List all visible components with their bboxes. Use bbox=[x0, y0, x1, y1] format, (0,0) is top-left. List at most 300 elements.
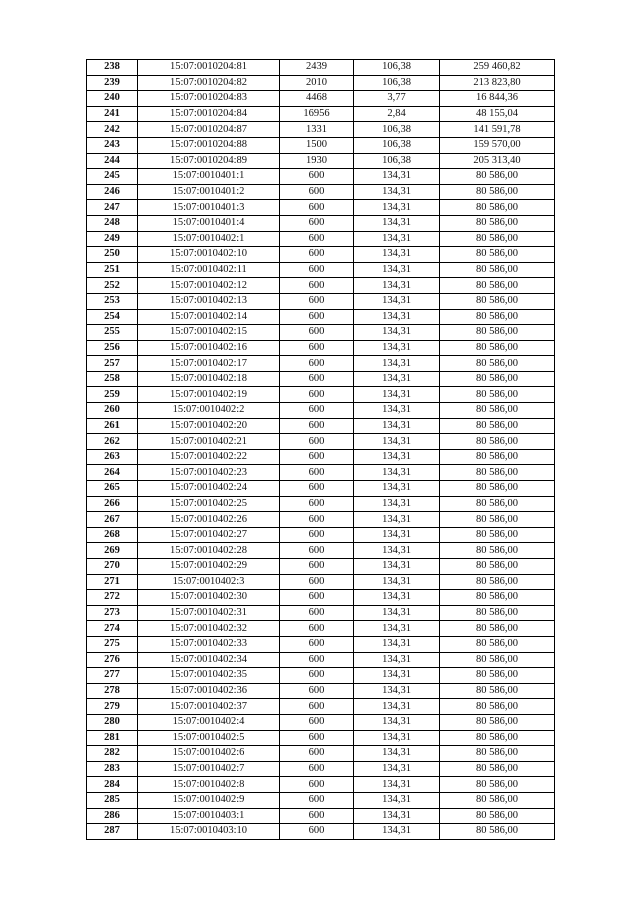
cadastral-number-cell: 15:07:0010402:31 bbox=[138, 605, 280, 621]
rate-cell: 134,31 bbox=[354, 465, 440, 481]
table-row bbox=[87, 371, 555, 387]
table-row bbox=[87, 356, 555, 372]
table-row bbox=[87, 418, 555, 434]
area-cell: 2010 bbox=[280, 75, 354, 91]
area-cell: 600 bbox=[280, 714, 354, 730]
row-number-cell: 279 bbox=[87, 699, 138, 715]
amount-cell: 80 586,00 bbox=[440, 231, 555, 247]
table-row bbox=[87, 200, 555, 216]
cadastral-number-cell: 15:07:0010402:2 bbox=[138, 403, 280, 419]
table-row bbox=[87, 247, 555, 263]
cadastral-number-cell: 15:07:0010402:30 bbox=[138, 590, 280, 606]
rate-cell: 134,31 bbox=[354, 247, 440, 263]
table-row bbox=[87, 465, 555, 481]
area-cell: 600 bbox=[280, 231, 354, 247]
rate-cell: 106,38 bbox=[354, 137, 440, 153]
amount-cell: 80 586,00 bbox=[440, 309, 555, 325]
rate-cell: 134,31 bbox=[354, 652, 440, 668]
area-cell: 600 bbox=[280, 808, 354, 824]
row-number-cell: 269 bbox=[87, 543, 138, 559]
area-cell: 1930 bbox=[280, 153, 354, 169]
row-number-cell: 273 bbox=[87, 605, 138, 621]
row-number-cell: 258 bbox=[87, 371, 138, 387]
amount-cell: 48 155,04 bbox=[440, 106, 555, 122]
cadastral-number-cell: 15:07:0010402:25 bbox=[138, 496, 280, 512]
cadastral-number-cell: 15:07:0010402:17 bbox=[138, 356, 280, 372]
cadastral-number-cell: 15:07:0010402:34 bbox=[138, 652, 280, 668]
area-cell: 600 bbox=[280, 792, 354, 808]
row-number-cell: 243 bbox=[87, 137, 138, 153]
table-row bbox=[87, 91, 555, 107]
rate-cell: 134,31 bbox=[354, 184, 440, 200]
cadastral-number-cell: 15:07:0010402:16 bbox=[138, 340, 280, 356]
area-cell: 600 bbox=[280, 824, 354, 840]
row-number-cell: 285 bbox=[87, 792, 138, 808]
table-row bbox=[87, 106, 555, 122]
table-row bbox=[87, 605, 555, 621]
table-row bbox=[87, 590, 555, 606]
rate-cell: 134,31 bbox=[354, 761, 440, 777]
rate-cell: 134,31 bbox=[354, 356, 440, 372]
area-cell: 600 bbox=[280, 746, 354, 762]
row-number-cell: 261 bbox=[87, 418, 138, 434]
amount-cell: 80 586,00 bbox=[440, 636, 555, 652]
amount-cell: 80 586,00 bbox=[440, 512, 555, 528]
rate-cell: 134,31 bbox=[354, 746, 440, 762]
rate-cell: 2,84 bbox=[354, 106, 440, 122]
area-cell: 600 bbox=[280, 200, 354, 216]
rate-cell: 134,31 bbox=[354, 371, 440, 387]
table-row bbox=[87, 137, 555, 153]
area-cell: 600 bbox=[280, 465, 354, 481]
area-cell: 600 bbox=[280, 434, 354, 450]
row-number-cell: 249 bbox=[87, 231, 138, 247]
table-row bbox=[87, 621, 555, 637]
cadastral-number-cell: 15:07:0010403:1 bbox=[138, 808, 280, 824]
cadastral-number-cell: 15:07:0010401:3 bbox=[138, 200, 280, 216]
cadastral-number-cell: 15:07:0010401:4 bbox=[138, 215, 280, 231]
amount-cell: 80 586,00 bbox=[440, 777, 555, 793]
table-row bbox=[87, 652, 555, 668]
amount-cell: 80 586,00 bbox=[440, 247, 555, 263]
area-cell: 600 bbox=[280, 621, 354, 637]
table-row bbox=[87, 636, 555, 652]
row-number-cell: 286 bbox=[87, 808, 138, 824]
row-number-cell: 255 bbox=[87, 325, 138, 341]
row-number-cell: 270 bbox=[87, 559, 138, 575]
table-row bbox=[87, 169, 555, 185]
row-number-cell: 281 bbox=[87, 730, 138, 746]
amount-cell: 80 586,00 bbox=[440, 808, 555, 824]
area-cell: 600 bbox=[280, 215, 354, 231]
rate-cell: 134,31 bbox=[354, 699, 440, 715]
amount-cell: 159 570,00 bbox=[440, 137, 555, 153]
row-number-cell: 244 bbox=[87, 153, 138, 169]
area-cell: 600 bbox=[280, 668, 354, 684]
table-row bbox=[87, 668, 555, 684]
area-cell: 600 bbox=[280, 371, 354, 387]
row-number-cell: 264 bbox=[87, 465, 138, 481]
area-cell: 600 bbox=[280, 574, 354, 590]
cadastral-number-cell: 15:07:0010402:20 bbox=[138, 418, 280, 434]
table-row bbox=[87, 75, 555, 91]
rate-cell: 134,31 bbox=[354, 325, 440, 341]
rate-cell: 134,31 bbox=[354, 714, 440, 730]
area-cell: 1331 bbox=[280, 122, 354, 138]
cadastral-number-cell: 15:07:0010402:4 bbox=[138, 714, 280, 730]
amount-cell: 80 586,00 bbox=[440, 590, 555, 606]
table-row bbox=[87, 449, 555, 465]
amount-cell: 213 823,80 bbox=[440, 75, 555, 91]
area-cell: 600 bbox=[280, 652, 354, 668]
amount-cell: 80 586,00 bbox=[440, 200, 555, 216]
cadastral-number-cell: 15:07:0010204:82 bbox=[138, 75, 280, 91]
row-number-cell: 271 bbox=[87, 574, 138, 590]
table-row bbox=[87, 496, 555, 512]
row-number-cell: 262 bbox=[87, 434, 138, 450]
rate-cell: 134,31 bbox=[354, 309, 440, 325]
amount-cell: 80 586,00 bbox=[440, 730, 555, 746]
table-row bbox=[87, 262, 555, 278]
rate-cell: 134,31 bbox=[354, 200, 440, 216]
rate-cell: 134,31 bbox=[354, 512, 440, 528]
amount-cell: 80 586,00 bbox=[440, 761, 555, 777]
area-cell: 600 bbox=[280, 683, 354, 699]
area-cell: 4468 bbox=[280, 91, 354, 107]
amount-cell: 80 586,00 bbox=[440, 262, 555, 278]
rate-cell: 134,31 bbox=[354, 808, 440, 824]
amount-cell: 80 586,00 bbox=[440, 293, 555, 309]
amount-cell: 80 586,00 bbox=[440, 605, 555, 621]
cadastral-number-cell: 15:07:0010402:13 bbox=[138, 293, 280, 309]
row-number-cell: 250 bbox=[87, 247, 138, 263]
amount-cell: 80 586,00 bbox=[440, 278, 555, 294]
amount-cell: 80 586,00 bbox=[440, 215, 555, 231]
cadastral-number-cell: 15:07:0010402:36 bbox=[138, 683, 280, 699]
row-number-cell: 276 bbox=[87, 652, 138, 668]
rate-cell: 134,31 bbox=[354, 668, 440, 684]
rate-cell: 134,31 bbox=[354, 605, 440, 621]
row-number-cell: 247 bbox=[87, 200, 138, 216]
cadastral-number-cell: 15:07:0010204:83 bbox=[138, 91, 280, 107]
rate-cell: 134,31 bbox=[354, 496, 440, 512]
row-number-cell: 284 bbox=[87, 777, 138, 793]
table-row bbox=[87, 527, 555, 543]
amount-cell: 80 586,00 bbox=[440, 559, 555, 575]
table-row bbox=[87, 683, 555, 699]
area-cell: 600 bbox=[280, 403, 354, 419]
area-cell: 600 bbox=[280, 481, 354, 497]
rate-cell: 134,31 bbox=[354, 527, 440, 543]
rate-cell: 134,31 bbox=[354, 215, 440, 231]
table-row bbox=[87, 403, 555, 419]
row-number-cell: 280 bbox=[87, 714, 138, 730]
cadastral-number-cell: 15:07:0010402:23 bbox=[138, 465, 280, 481]
row-number-cell: 268 bbox=[87, 527, 138, 543]
amount-cell: 80 586,00 bbox=[440, 449, 555, 465]
rate-cell: 134,31 bbox=[354, 792, 440, 808]
rate-cell: 134,31 bbox=[354, 387, 440, 403]
rate-cell: 134,31 bbox=[354, 636, 440, 652]
amount-cell: 80 586,00 bbox=[440, 714, 555, 730]
amount-cell: 259 460,82 bbox=[440, 60, 555, 76]
row-number-cell: 252 bbox=[87, 278, 138, 294]
table-row bbox=[87, 714, 555, 730]
area-cell: 16956 bbox=[280, 106, 354, 122]
cadastral-number-cell: 15:07:0010402:27 bbox=[138, 527, 280, 543]
table-row bbox=[87, 293, 555, 309]
amount-cell: 16 844,36 bbox=[440, 91, 555, 107]
rate-cell: 134,31 bbox=[354, 574, 440, 590]
area-cell: 600 bbox=[280, 247, 354, 263]
cadastral-number-cell: 15:07:0010402:8 bbox=[138, 777, 280, 793]
cadastral-number-cell: 15:07:0010402:18 bbox=[138, 371, 280, 387]
rate-cell: 134,31 bbox=[354, 559, 440, 575]
rate-cell: 134,31 bbox=[354, 621, 440, 637]
row-number-cell: 242 bbox=[87, 122, 138, 138]
table-row bbox=[87, 761, 555, 777]
area-cell: 600 bbox=[280, 699, 354, 715]
table-row bbox=[87, 792, 555, 808]
table-row bbox=[87, 278, 555, 294]
table-row bbox=[87, 559, 555, 575]
area-cell: 600 bbox=[280, 325, 354, 341]
cadastral-number-cell: 15:07:0010401:2 bbox=[138, 184, 280, 200]
amount-cell: 80 586,00 bbox=[440, 434, 555, 450]
area-cell: 600 bbox=[280, 184, 354, 200]
amount-cell: 80 586,00 bbox=[440, 746, 555, 762]
rate-cell: 134,31 bbox=[354, 231, 440, 247]
amount-cell: 80 586,00 bbox=[440, 527, 555, 543]
amount-cell: 80 586,00 bbox=[440, 792, 555, 808]
row-number-cell: 282 bbox=[87, 746, 138, 762]
area-cell: 600 bbox=[280, 340, 354, 356]
table-row bbox=[87, 746, 555, 762]
rate-cell: 134,31 bbox=[354, 824, 440, 840]
table-row bbox=[87, 574, 555, 590]
parcel-table bbox=[86, 59, 555, 840]
table-row bbox=[87, 340, 555, 356]
row-number-cell: 274 bbox=[87, 621, 138, 637]
cadastral-number-cell: 15:07:0010402:12 bbox=[138, 278, 280, 294]
area-cell: 600 bbox=[280, 262, 354, 278]
area-cell: 1500 bbox=[280, 137, 354, 153]
cadastral-number-cell: 15:07:0010402:32 bbox=[138, 621, 280, 637]
amount-cell: 80 586,00 bbox=[440, 668, 555, 684]
row-number-cell: 241 bbox=[87, 106, 138, 122]
row-number-cell: 275 bbox=[87, 636, 138, 652]
area-cell: 600 bbox=[280, 636, 354, 652]
row-number-cell: 253 bbox=[87, 293, 138, 309]
table-row bbox=[87, 325, 555, 341]
cadastral-number-cell: 15:07:0010402:29 bbox=[138, 559, 280, 575]
cadastral-number-cell: 15:07:0010402:5 bbox=[138, 730, 280, 746]
amount-cell: 80 586,00 bbox=[440, 574, 555, 590]
amount-cell: 80 586,00 bbox=[440, 683, 555, 699]
cadastral-number-cell: 15:07:0010402:21 bbox=[138, 434, 280, 450]
table-row bbox=[87, 231, 555, 247]
cadastral-number-cell: 15:07:0010402:19 bbox=[138, 387, 280, 403]
table-row bbox=[87, 60, 555, 76]
cadastral-number-cell: 15:07:0010402:7 bbox=[138, 761, 280, 777]
rate-cell: 134,31 bbox=[354, 543, 440, 559]
table-row bbox=[87, 184, 555, 200]
row-number-cell: 254 bbox=[87, 309, 138, 325]
row-number-cell: 287 bbox=[87, 824, 138, 840]
area-cell: 600 bbox=[280, 449, 354, 465]
table-row bbox=[87, 808, 555, 824]
area-cell: 600 bbox=[280, 605, 354, 621]
cadastral-number-cell: 15:07:0010402:37 bbox=[138, 699, 280, 715]
cadastral-number-cell: 15:07:0010402:35 bbox=[138, 668, 280, 684]
row-number-cell: 278 bbox=[87, 683, 138, 699]
rate-cell: 134,31 bbox=[354, 340, 440, 356]
row-number-cell: 263 bbox=[87, 449, 138, 465]
table-row bbox=[87, 215, 555, 231]
cadastral-number-cell: 15:07:0010402:26 bbox=[138, 512, 280, 528]
row-number-cell: 283 bbox=[87, 761, 138, 777]
table-row bbox=[87, 824, 555, 840]
area-cell: 600 bbox=[280, 761, 354, 777]
rate-cell: 134,31 bbox=[354, 403, 440, 419]
cadastral-number-cell: 15:07:0010402:3 bbox=[138, 574, 280, 590]
row-number-cell: 260 bbox=[87, 403, 138, 419]
row-number-cell: 257 bbox=[87, 356, 138, 372]
cadastral-number-cell: 15:07:0010204:89 bbox=[138, 153, 280, 169]
area-cell: 600 bbox=[280, 559, 354, 575]
row-number-cell: 266 bbox=[87, 496, 138, 512]
cadastral-number-cell: 15:07:0010402:33 bbox=[138, 636, 280, 652]
amount-cell: 80 586,00 bbox=[440, 371, 555, 387]
row-number-cell: 251 bbox=[87, 262, 138, 278]
row-number-cell: 248 bbox=[87, 215, 138, 231]
amount-cell: 141 591,78 bbox=[440, 122, 555, 138]
rate-cell: 134,31 bbox=[354, 449, 440, 465]
cadastral-number-cell: 15:07:0010402:22 bbox=[138, 449, 280, 465]
cadastral-number-cell: 15:07:0010402:11 bbox=[138, 262, 280, 278]
area-cell: 600 bbox=[280, 777, 354, 793]
area-cell: 600 bbox=[280, 527, 354, 543]
area-cell: 600 bbox=[280, 278, 354, 294]
row-number-cell: 265 bbox=[87, 481, 138, 497]
amount-cell: 80 586,00 bbox=[440, 184, 555, 200]
table-row bbox=[87, 481, 555, 497]
rate-cell: 134,31 bbox=[354, 418, 440, 434]
amount-cell: 80 586,00 bbox=[440, 621, 555, 637]
amount-cell: 205 313,40 bbox=[440, 153, 555, 169]
table-row bbox=[87, 122, 555, 138]
cadastral-number-cell: 15:07:0010402:24 bbox=[138, 481, 280, 497]
cadastral-number-cell: 15:07:0010402:28 bbox=[138, 543, 280, 559]
parcel-table-body bbox=[87, 60, 555, 840]
area-cell: 600 bbox=[280, 543, 354, 559]
row-number-cell: 245 bbox=[87, 169, 138, 185]
rate-cell: 106,38 bbox=[354, 75, 440, 91]
cadastral-number-cell: 15:07:0010204:84 bbox=[138, 106, 280, 122]
rate-cell: 134,31 bbox=[354, 683, 440, 699]
rate-cell: 134,31 bbox=[354, 481, 440, 497]
cadastral-number-cell: 15:07:0010402:9 bbox=[138, 792, 280, 808]
amount-cell: 80 586,00 bbox=[440, 356, 555, 372]
area-cell: 2439 bbox=[280, 60, 354, 76]
cadastral-number-cell: 15:07:0010204:87 bbox=[138, 122, 280, 138]
cadastral-number-cell: 15:07:0010204:81 bbox=[138, 60, 280, 76]
cadastral-number-cell: 15:07:0010402:10 bbox=[138, 247, 280, 263]
row-number-cell: 259 bbox=[87, 387, 138, 403]
area-cell: 600 bbox=[280, 309, 354, 325]
area-cell: 600 bbox=[280, 512, 354, 528]
table-row bbox=[87, 387, 555, 403]
row-number-cell: 238 bbox=[87, 60, 138, 76]
table-row bbox=[87, 434, 555, 450]
area-cell: 600 bbox=[280, 387, 354, 403]
rate-cell: 106,38 bbox=[354, 122, 440, 138]
amount-cell: 80 586,00 bbox=[440, 418, 555, 434]
area-cell: 600 bbox=[280, 356, 354, 372]
rate-cell: 134,31 bbox=[354, 434, 440, 450]
rate-cell: 134,31 bbox=[354, 777, 440, 793]
table-row bbox=[87, 730, 555, 746]
cadastral-number-cell: 15:07:0010402:14 bbox=[138, 309, 280, 325]
amount-cell: 80 586,00 bbox=[440, 340, 555, 356]
area-cell: 600 bbox=[280, 590, 354, 606]
rate-cell: 134,31 bbox=[354, 278, 440, 294]
amount-cell: 80 586,00 bbox=[440, 481, 555, 497]
row-number-cell: 256 bbox=[87, 340, 138, 356]
row-number-cell: 240 bbox=[87, 91, 138, 107]
cadastral-number-cell: 15:07:0010204:88 bbox=[138, 137, 280, 153]
area-cell: 600 bbox=[280, 496, 354, 512]
area-cell: 600 bbox=[280, 418, 354, 434]
cadastral-number-cell: 15:07:0010402:6 bbox=[138, 746, 280, 762]
table-row bbox=[87, 543, 555, 559]
rate-cell: 106,38 bbox=[354, 60, 440, 76]
rate-cell: 134,31 bbox=[354, 293, 440, 309]
cadastral-number-cell: 15:07:0010403:10 bbox=[138, 824, 280, 840]
amount-cell: 80 586,00 bbox=[440, 387, 555, 403]
amount-cell: 80 586,00 bbox=[440, 652, 555, 668]
table-row bbox=[87, 309, 555, 325]
cadastral-number-cell: 15:07:0010402:15 bbox=[138, 325, 280, 341]
rate-cell: 134,31 bbox=[354, 590, 440, 606]
amount-cell: 80 586,00 bbox=[440, 543, 555, 559]
area-cell: 600 bbox=[280, 293, 354, 309]
row-number-cell: 246 bbox=[87, 184, 138, 200]
amount-cell: 80 586,00 bbox=[440, 465, 555, 481]
table-row bbox=[87, 512, 555, 528]
amount-cell: 80 586,00 bbox=[440, 496, 555, 512]
row-number-cell: 277 bbox=[87, 668, 138, 684]
row-number-cell: 267 bbox=[87, 512, 138, 528]
table-row bbox=[87, 777, 555, 793]
row-number-cell: 272 bbox=[87, 590, 138, 606]
table-row bbox=[87, 699, 555, 715]
rate-cell: 3,77 bbox=[354, 91, 440, 107]
amount-cell: 80 586,00 bbox=[440, 325, 555, 341]
amount-cell: 80 586,00 bbox=[440, 403, 555, 419]
row-number-cell: 239 bbox=[87, 75, 138, 91]
table-row bbox=[87, 153, 555, 169]
rate-cell: 106,38 bbox=[354, 153, 440, 169]
amount-cell: 80 586,00 bbox=[440, 824, 555, 840]
amount-cell: 80 586,00 bbox=[440, 169, 555, 185]
amount-cell: 80 586,00 bbox=[440, 699, 555, 715]
area-cell: 600 bbox=[280, 730, 354, 746]
cadastral-number-cell: 15:07:0010402:1 bbox=[138, 231, 280, 247]
area-cell: 600 bbox=[280, 169, 354, 185]
rate-cell: 134,31 bbox=[354, 730, 440, 746]
rate-cell: 134,31 bbox=[354, 262, 440, 278]
